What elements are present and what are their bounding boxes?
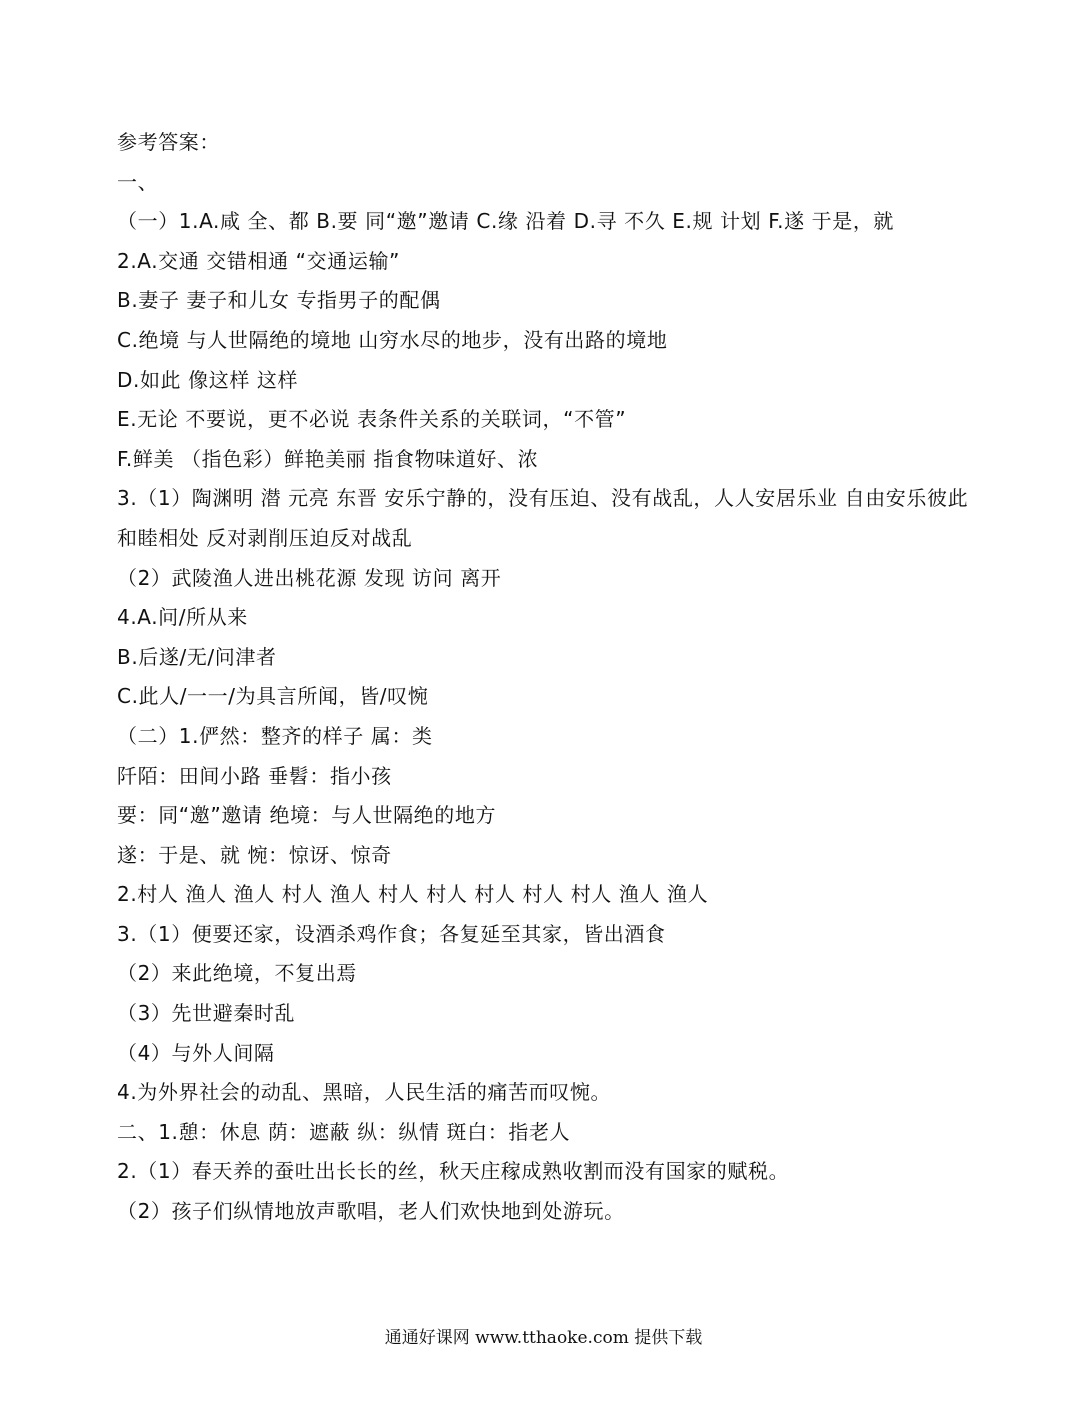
answer-line: 3.（1）陶渊明 潜 元亮 东晋 安乐宁静的，没有压迫、没有战乱，人人安居乐业 自由安乐彼此和睦相处 反对剥削压迫反对战乱 [117, 486, 969, 550]
answer-line: 2.A.交通 交错相通 “交通运输” [117, 248, 401, 273]
section-one-heading: 一、 [117, 169, 159, 194]
answer-line: C.此人/一一/为具言所闻，皆/叹惋 [117, 684, 429, 709]
answer-line: 遂：于是、就 惋：惊讶、惊奇 [117, 842, 392, 867]
answer-line: E.无论 不要说，更不必说 表条件关系的关联词，“不管” [117, 407, 627, 432]
answer-line: 4.为外界社会的动乱、黑暗，人民生活的痛苦而叹惋。 [117, 1080, 612, 1105]
answer-line: （一）1.A.咸 全、都 B.要 同“邀”邀请 C.缘 沿着 D.寻 不久 E.规 计划 F.遂 于是，就 [117, 209, 895, 234]
answer-line: 2.（1）春天养的蚕吐出长长的丝，秋天庄稼成熟收割而没有国家的赋税。 [117, 1159, 790, 1184]
answer-line: 要：同“邀”邀请 绝境：与人世隔绝的地方 [117, 803, 497, 828]
answer-line: B.妻子 妻子和儿女 专指男子的配偶 [117, 288, 441, 313]
answer-line: 4.A.问/所从来 [117, 605, 248, 630]
answer-line: （2）武陵渔人进出桃花源 发现 访问 离开 [117, 565, 502, 590]
answer-line: B.后遂/无/问津者 [117, 644, 277, 669]
page-footer: 通通好课网 www.tthaoke.com 提供下载 [384, 1328, 703, 1348]
answer-line: （4）与外人间隔 [117, 1040, 275, 1065]
answer-line: （2）孩子们纵情地放声歌唱，老人们欢快地到处游玩。 [117, 1199, 625, 1224]
answer-line: D.如此 像这样 这样 [117, 367, 299, 392]
answer-heading: 参考答案： [117, 130, 220, 154]
answer-line: F.鲜美 （指色彩）鲜艳美丽 指食物味道好、浓 [117, 446, 539, 471]
answer-line: 二、1.憩：休息 荫：遮蔽 纵：纵情 斑白：指老人 [117, 1119, 571, 1144]
answer-line: （二）1.俨然：整齐的样子 属：类 [117, 723, 433, 748]
answer-content [117, 123, 977, 1232]
answer-line: 2.村人 渔人 渔人 村人 渔人 村人 村人 村人 村人 村人 渔人 渔人 [117, 882, 709, 907]
answer-line: 3.（1）便要还家，设酒杀鸡作食；各复延至其家，皆出酒食 [117, 921, 666, 946]
answer-line: （2）来此绝境，不复出焉 [117, 961, 357, 986]
answer-line: （3）先世避秦时乱 [117, 1001, 296, 1026]
answer-line: 阡陌：田间小路 垂髫：指小孩 [117, 763, 392, 788]
answer-line: C.绝境 与人世隔绝的境地 山穷水尽的地步，没有出路的境地 [117, 327, 668, 352]
